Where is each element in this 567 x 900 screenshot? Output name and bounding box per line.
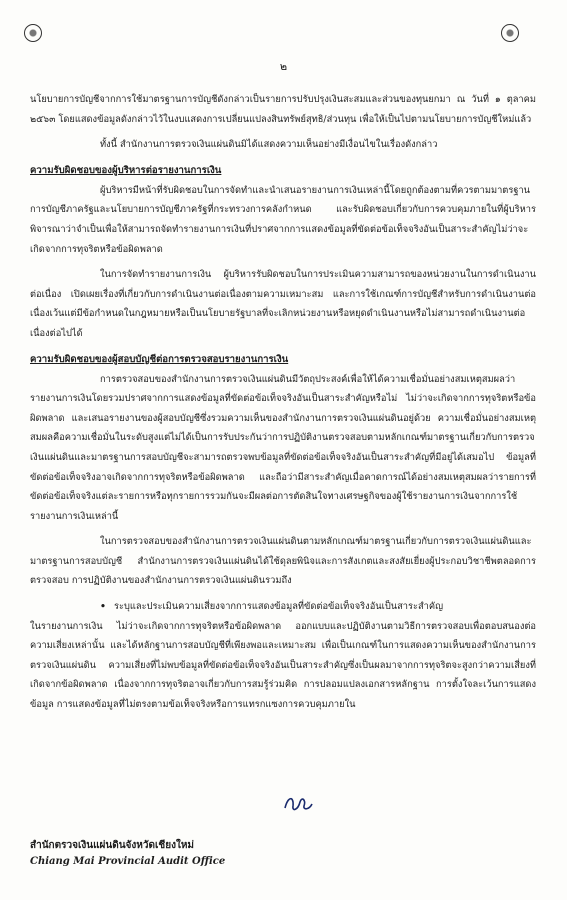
emblem-icon [24,24,42,42]
office-name-english: Chiang Mai Provincial Audit Office [30,856,226,867]
document-body [30,90,536,715]
paragraph: ในการตรวจสอบของสำนักงานการตรวจเงินแผ่นดินตามหลักเกณฑ์มาตรฐานเกี่ยวกับการตรวจเงินแผ่นดินและมาตรฐานการสอบบัญชี สำนักงานการตรวจเงินแผ่นดินได้ใช้ดุลยพินิจและการสังเกตและสงสัยเยี่ยงผู้ประกอบวิชาชีพตลอดการตรวจสอบ การปฏิบัติงานของสำนักงานการตรวจเงินแผ่นดินรวมถึง [30,536,536,587]
paragraph: การตรวจสอบของสำนักงานการตรวจเงินแผ่นดินมีวัตถุประสงค์เพื่อให้ได้ความเชื่อมั่นอย่างสมเหตุสมผลว่ารายงานการเงินโดยรวมปราศจากการแสดงข้อมูลที่ขัดต่อข้อเท็จจริงอันเป็นสาระสำคัญหรือไม่ ไม่ว่าจะเกิดจากการทุจริตหรือข้อผิดพลาด และเสนอรายงานของผู้สอบบัญชีซึ่งรวมความเห็นของสำนักงานการตรวจเงินแผ่นดินอยู่ด้วย ความเชื่อมั่นอย่างสมเหตุสมผลคือความเชื่อมั่นในระดับสูงแต่ไม่ได้เป็นการรับประกันว่าการปฏิบัติงานตรวจสอบตามหลักเกณฑ์มาตรฐานเกี่ยวกับการตรวจเงินแผ่นดินและมาตรฐานการสอบบัญชีจะสามารถตรวจพบข้อมูลที่ขัดต่อข้อเท็จจริงอันเป็นสาระสำคัญที่มีอยู่ได้เสมอไป ข้อมูลที่ขัดต่อข้อเท็จจริงอาจเกิดจากการทุจริตหรือข้อผิดพลาด และถือว่ามีสาระสำคัญเมื่อคาดการณ์ได้อย่างสมเหตุสมผลว่ารายการที่ขัดต่อข้อเท็จจริงแต่ละรายการหรือทุกรายการรวมกันจะมีผลต่อการตัดสินใจทางเศรษฐกิจของผู้ใช้รายงานการเงินจากการใช้รายงานการเงินเหล่านี้ [30,373,536,522]
paragraph: นโยบายการบัญชีจากการใช้มาตรฐานการบัญชีดังกล่าวเป็นรายการปรับปรุงเงินสะสมและส่วนของทุนยกมา ณ วันที่ ๑ ตุลาคม ๒๕๖๓ โดยแสดงข้อมูลดังกล่าวไว้ในงบแสดงการเปลี่ยนแปลงสินทรัพย์สุทธิ/ส่วนทุน เพื่อให้เป็นไปตามนโยบายการบัญชีใหม่แล้ว [30,94,536,125]
section-heading: ความรับผิดชอบของผู้บริหารต่อรายงานการเงิน [30,164,222,176]
paragraph: ผู้บริหารมีหน้าที่รับผิดชอบในการจัดทำและนำเสนอรายงานการเงินเหล่านี้โดยถูกต้องตามที่ควรตามมาตรฐานการบัญชีภาครัฐและนโยบายการบัญชีภาครัฐที่กระทรวงการคลังกำหนด และรับผิดชอบเกี่ยวกับการควบคุมภายในที่ผู้บริหารพิจารณาว่าจำเป็นเพื่อให้สามารถจัดทำรายงานการเงินที่ปราศจากการแสดงข้อมูลที่ขัดต่อข้อเท็จจริงอันเป็นสาระสำคัญไม่ว่าจะเกิดจากการทุจริตหรือข้อผิดพลาด [30,184,536,255]
bullet-icon: • [100,601,106,613]
signature-icon [282,792,314,814]
paragraph: ทั้งนี้ สำนักงานการตรวจเงินแผ่นดินมิได้แสดงความเห็นอย่างมีเงื่อนไขในเรื่องดังกล่าว [100,139,438,151]
section-heading: ความรับผิดชอบของผู้สอบบัญชีต่อการตรวจสอบรายงานการเงิน [30,353,289,365]
footer [30,838,225,870]
bullet-item [100,597,536,617]
page-number: ๒ [279,60,288,73]
paragraph: ในการจัดทำรายงานการเงิน ผู้บริหารรับผิดชอบในการประเมินความสามารถของหน่วยงานในการดำเนินงานต่อเนื่อง เปิดเผยเรื่องที่เกี่ยวกับการดำเนินงานต่อเนื่องตามความเหมาะสม และการใช้เกณฑ์การบัญชีสำหรับการดำเนินงานต่อเนื่องเว้นแต่มีข้อกำหนดในกฎหมายหรือเป็นนโยบายรัฐบาลที่จะเลิกหน่วยงานหรือหยุดดำเนินงานหรือไม่สามารถดำเนินงานต่อเนื่องต่อไปได้ [30,269,536,339]
office-name-thai: สำนักตรวจเงินแผ่นดินจังหวัดเชียงใหม่ [30,840,195,851]
bullet-continuation: ในรายงานการเงิน ไม่ว่าจะเกิดจากการทุจริตหรือข้อผิดพลาด ออกแบบและปฏิบัติงานตามวิธีการตรวจสอบเพื่อตอบสนองต่อความเสี่ยงเหล่านั้น และได้หลักฐานการสอบบัญชีที่เพียงพอและเหมาะสม เพื่อเป็นเกณฑ์ในการแสดงความเห็นของสำนักงานการตรวจเงินแผ่นดิน ความเสี่ยงที่ไม่พบข้อมูลที่ขัดต่อข้อเท็จจริงอันเป็นสาระสำคัญซึ่งเป็นผลมาจากการทุจริตจะสูงกว่าความเสี่ยงที่เกิดจากข้อผิดพลาด เนื่องจากการทุจริตอาจเกี่ยวกับการสมรู้ร่วมคิด การปลอมแปลงเอกสารหลักฐาน การตั้งใจละเว้นการแสดงข้อมูล การแสดงข้อมูลที่ไม่ตรงตามข้อเท็จจริงหรือการแทรกแซงการควบคุมภายใน [30,620,536,711]
bullet-text: ระบุและประเมินความเสี่ยงจากการแสดงข้อมูลที่ขัดต่อข้อเท็จจริงอันเป็นสาระสำคัญ [114,601,443,613]
emblem-icon [501,24,519,42]
